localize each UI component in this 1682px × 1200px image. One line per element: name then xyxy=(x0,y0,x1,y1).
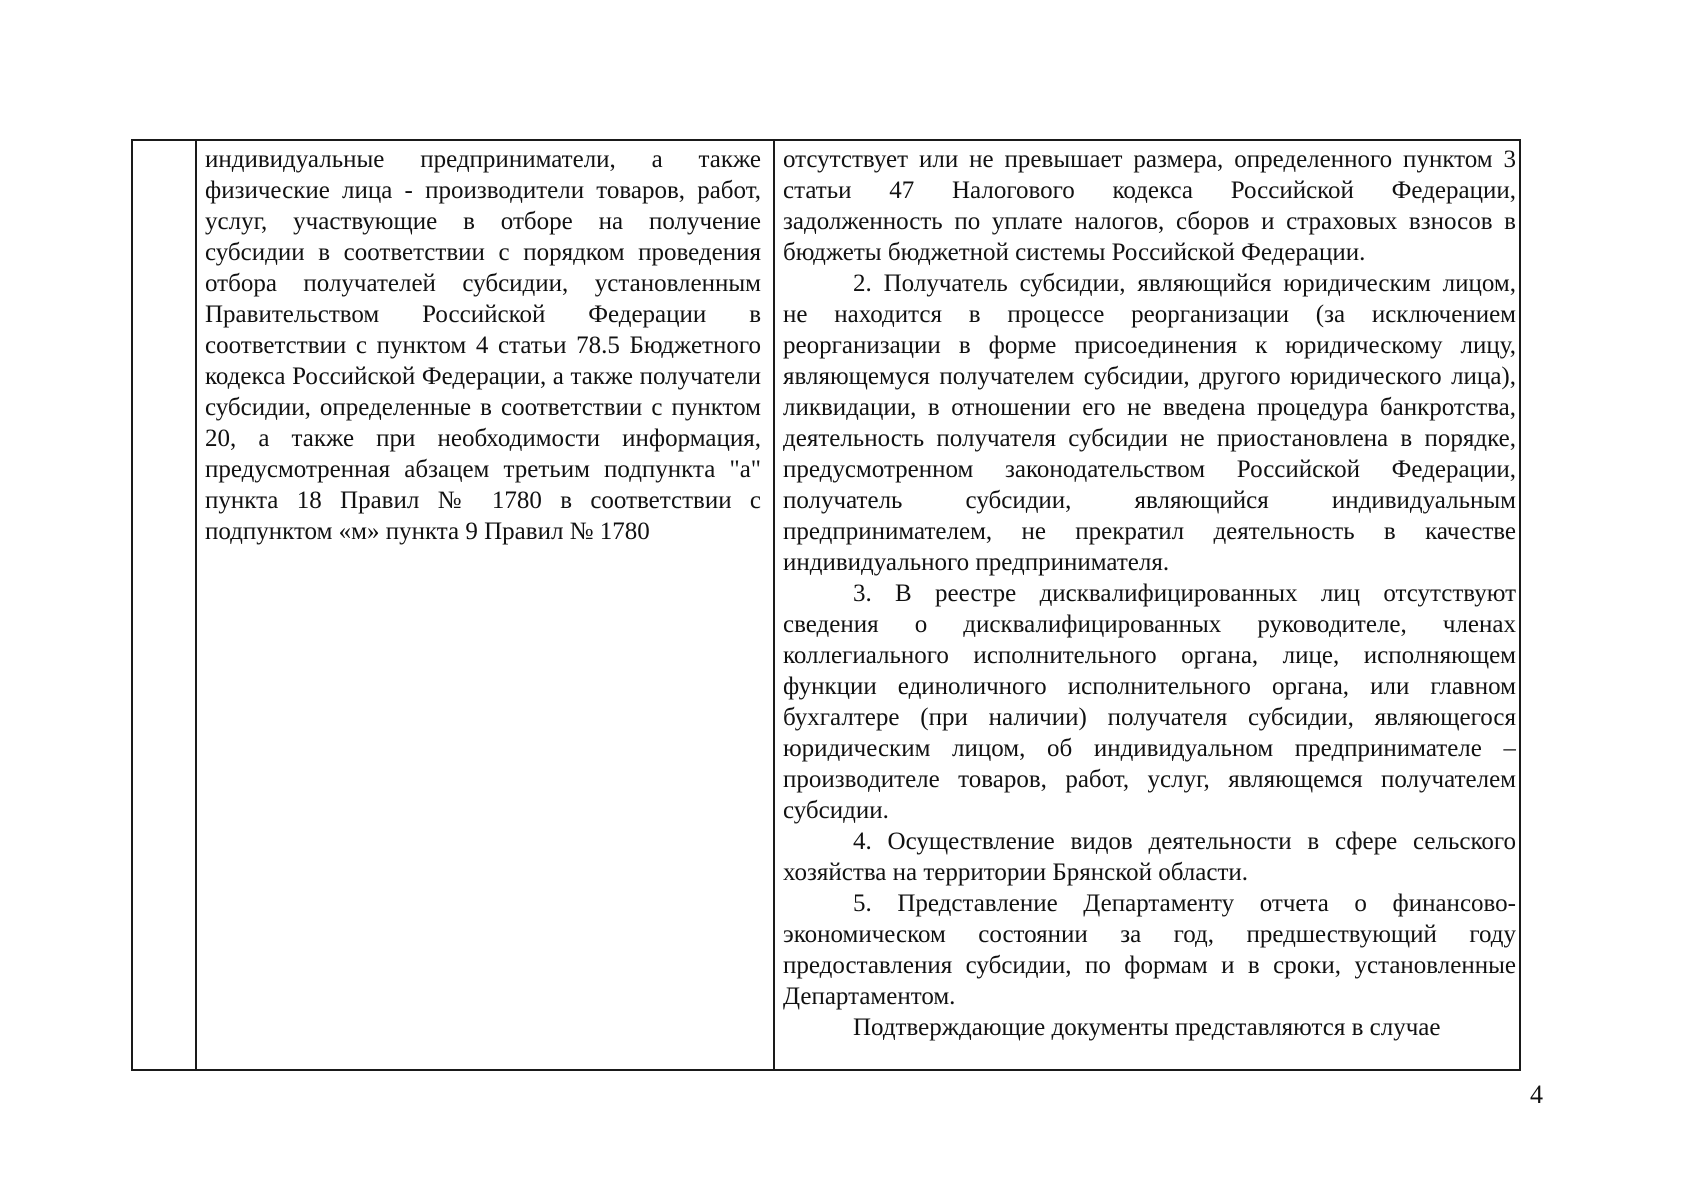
cell-paragraph: 4. Осуществление видов деятельности в сфере сельского хозяйства на территории Брянской области. xyxy=(783,828,1516,886)
cell-paragraph: индивидуальные предприниматели, а также физические лица - производители товаров, работ, услуг, участвующие в отборе на получение субсидии в соответствии с порядком проведения отбора получателей субсидии, установленным Правительством Российской Федерации в соответствии с пунктом 4 статьи 78.5 Бюджетного кодекса Российской Федерации, а также получатели субсидии, определенные в соответствии с пунктом 20, а также при необходимости информация, предусмотренная абзацем третьим подпункта "а" пункта 18 Правил № 1780 в соответствии с подпунктом «м» пункта 9 Правил № 1780 xyxy=(205,146,761,545)
cell-paragraph: Подтверждающие документы представляются в случае xyxy=(853,1014,1441,1041)
cell-paragraph: отсутствует или не превышает размера, определенного пунктом 3 статьи 47 Налогового кодекса Российской Федерации, задолженность по уплате налогов, сборов и страховых взносов в бюджеты бюджетной системы Российской Федерации. xyxy=(783,146,1516,266)
column-divider-left xyxy=(195,141,197,1069)
document-table xyxy=(131,139,1521,1071)
cell-paragraph: 5. Представление Департаменту отчета о финансово-экономическом состоянии за год, предшествующий году предоставления субсидии, по формам и в сроки, установленные Департаментом. xyxy=(783,890,1516,1010)
cell-paragraph: 3. В реестре дисквалифицированных лиц отсутствуют сведения о дисквалифицированных руководителе, членах коллегиального исполнительного органа, лице, исполняющем функции единоличного исполнительного органа, или главном бухгалтере (при наличии) получателя субсидии, являющегося юридическим лицом, об индивидуальном предпринимателе – производителе товаров, работ, услуг, являющемся получателем субсидии. xyxy=(783,580,1516,824)
page-number: 4 xyxy=(1530,1080,1543,1109)
table-cell-requirements-subjects xyxy=(205,141,761,1069)
cell-paragraph: 2. Получатель субсидии, являющийся юридическим лицом, не находится в процессе реорганизации (за исключением реорганизации в форме присоединения к юридическому лицу, являющемуся получателем субсидии, другого юридического лица), ликвидации, в отношении его не введена процедура банкротства, деятельность получателя субсидии не приостановлена в порядке, предусмотренном законодательством Российской Федерации, получатель субсидии, являющийся индивидуальным предпринимателем, не прекратил деятельность в качестве индивидуального предпринимателя. xyxy=(783,270,1516,576)
column-divider-right xyxy=(773,141,775,1069)
table-cell-requirements-conditions xyxy=(783,141,1516,1069)
